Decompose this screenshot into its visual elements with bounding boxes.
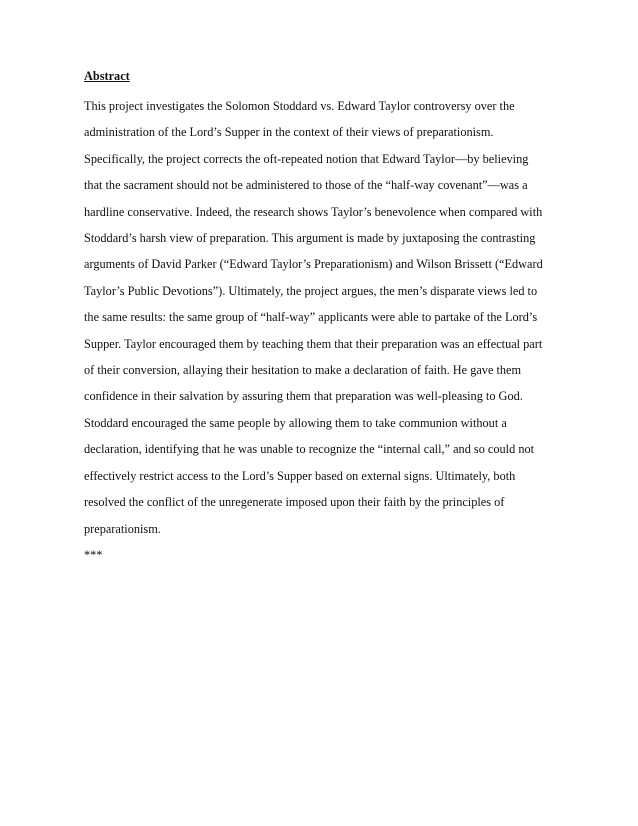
body-line: effectively restrict access to the Lord’s Supper based on external signs. Ultimately, both bbox=[84, 468, 516, 483]
body-line: Taylor’s Public Devotions”). Ultimately, the project argues, the men’s disparate views led to bbox=[84, 283, 538, 298]
body-line: Supper. Taylor encouraged them by teaching them that their preparation was an effectual part bbox=[84, 336, 543, 351]
body-line: administration of the Lord’s Supper in the context of their views of preparationism. bbox=[84, 125, 494, 140]
body-line: Stoddard encouraged the same people by allowing them to take communion without a bbox=[84, 415, 507, 430]
body-line: preparationism. bbox=[84, 521, 161, 536]
body-line: arguments of David Parker (“Edward Taylor’s Preparationism) and Wilson Brissett (“Edward bbox=[84, 257, 543, 272]
body-line: Stoddard’s harsh view of preparation. This argument is made by juxtaposing the contrasting bbox=[84, 231, 536, 246]
body-line: of their conversion, allaying their hesitation to make a declaration of faith. He gave them bbox=[84, 363, 522, 378]
body-line: confidence in their salvation by assuring them that preparation was well-pleasing to God. bbox=[84, 389, 523, 404]
abstract-body bbox=[84, 93, 564, 542]
body-line: declaration, identifying that he was unable to recognize the “internal call,” and so could not bbox=[84, 442, 535, 457]
body-line: This project investigates the Solomon Stoddard vs. Edward Taylor controversy over the bbox=[84, 99, 515, 113]
section-end-mark: *** bbox=[84, 547, 103, 562]
body-line: Specifically, the project corrects the oft-repeated notion that Edward Taylor—by believing bbox=[84, 151, 529, 166]
abstract-section bbox=[84, 68, 564, 568]
body-line: the same results: the same group of “half-way” applicants were able to partake of the Lord’s bbox=[84, 310, 538, 325]
body-line: that the sacrament should not be administered to those of the “half-way covenant”—was a bbox=[84, 178, 528, 193]
body-line: hardline conservative. Indeed, the research shows Taylor’s benevolence when compared with bbox=[84, 204, 543, 219]
body-line: resolved the conflict of the unregenerate imposed upon their faith by the principles of bbox=[84, 495, 505, 510]
abstract-heading: Abstract bbox=[84, 69, 130, 83]
